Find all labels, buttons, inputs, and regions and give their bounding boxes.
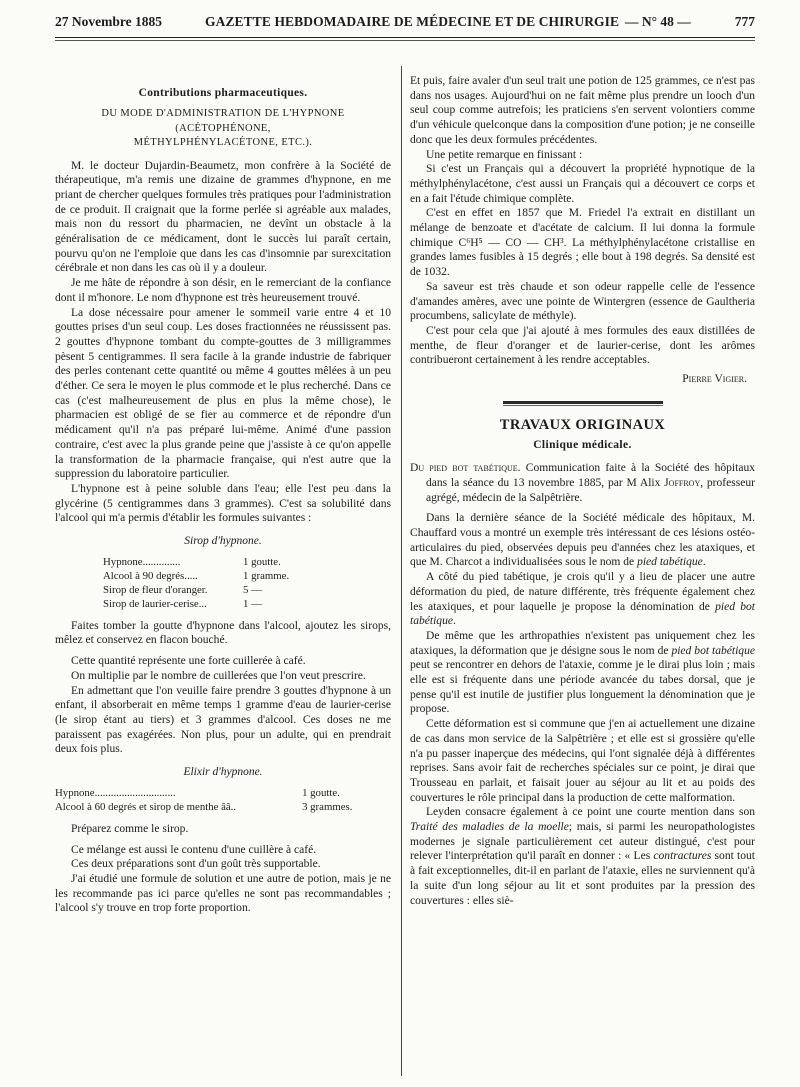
text: Leyden consacre également à ce point une courte mention dans son [426,806,755,819]
ingredient-name: Hypnone.............. [103,555,181,568]
text: . [452,615,456,628]
italic-term: pied bot tabétique [671,644,755,657]
text: . [702,556,706,569]
paragraph: M. le docteur Dujardin-Beaumetz, mon confrère à la Société de thérapeutique, m'a remis une dizaine de grammes d'hypnone, en me priant de chercher quelques formules très pratiques pour l'administration de ce produit. Il craignait que la forme perlée si agréable aux malades, mais non du ressort du pharmacien, ne devînt un obstacle à la généralisation de ce médicament, dont le succès lui paraît certain, pourvu qu'on ne l'emploie que dans les cas d'insomnie par surexcitation cérébrale et non dans les cas où il y a douleur. [55,159,391,275]
italic-term: pied bot tabétique [410,600,755,628]
formula-title-sirop: Sirop d'hypnone. [184,535,262,548]
running-header [55,12,755,34]
italic-title: Traité des maladies de la moelle [410,821,569,834]
text: peut se rencontrer en dehors de l'ataxie, comme je le dirai plus loin ; mais elle est si fréquente dans une période avancée du tabes dorsal, que je pense qu'il est inutile de justifier plus longuement la dénomination que je propose. [410,659,755,716]
article-subtitle-line-1: DU MODE D'ADMINISTRATION DE L'HYPNONE (ACÉTOPHÉNONE, [101,108,345,134]
formula-row [55,800,391,814]
italic-term: pied tabétique [637,556,703,569]
formula-elixir [55,786,391,814]
ingredient-quantity: 1 gramme. [243,569,290,582]
text: sont tout à fait exceptionnelles, dit-il en parlant de l'ataxie, elles ne surviennent qu'à la suite d'un long séjour au lit et sont produites par la pression des couvertures : elles siè- [410,850,755,907]
ingredient-name: Alcool à 60 degrés et sirop de menthe ââ.. [55,800,237,813]
paragraph: Préparez comme le sirop. [71,822,189,835]
paragraph: Une petite remarque en finissant : [426,148,583,161]
article-title: Du pied bot tabétique. [410,462,521,475]
paragraph [410,570,755,629]
paragraph: C'est pour cela que j'ai ajouté à mes formules des eaux distillées de menthe, de fleur d'oranger et de laurier-cerise, dont les arômes contribueront certainement à les rendre acceptables. [410,324,755,367]
formula-row [103,555,391,569]
header-issue-number: — N° 48 — [625,14,691,29]
paragraph: Et puis, faire avaler d'un seul trait une potion de 125 grammes, ce n'est pas dans nos usages. Aujourd'hui on ne fait même plus prendre un looch d'un seul coup comme autrefois; les praticiens s'en servent volontiers comme d'un véhicule quelconque dans la composition d'une potion; je ne conseille donc que les deux formules précédentes. [410,75,755,146]
ingredient-name: Alcool à 90 degrés..... [103,569,198,582]
section-subtitle-clinique: Clinique médicale. [533,439,632,452]
ingredient-quantity: 1 goutte. [243,555,281,568]
article-lead-text: Communication faite à la Société des hôpitaux dans la séance du 13 novembre 1885, par M Alix [426,462,755,489]
section-separator-rule [503,401,663,406]
ingredient-name: Sirop de laurier-cerise... [103,597,207,610]
formula-row [55,786,391,800]
section-title-contributions: Contributions pharmaceutiques. [138,87,308,99]
formula-row [103,597,391,611]
header-journal-title: GAZETTE HEBDOMADAIRE DE MÉDECINE ET DE CHIRURGIE [205,14,620,29]
paragraph: Faites tomber la goutte d'hypnone dans l'alcool, ajoutez les sirops, mêlez et conservez en flacon bouché. [55,619,391,647]
text: Dans la dernière séance de la Société médicale des hôpitaux, M. Chauffard vous a montré un exemple très intéressant de ces lésions ostéo-articulaires du pied, observées depuis peu d'années chez les ataxiques, et que M. Charcot a individualisées sous le nom de [410,512,755,569]
article-lead-end: , professeur agrégé, médecin de la Salpêtrière. [426,476,755,504]
text: De même que les arthropathies n'existent pas uniquement chez les ataxiques, la déformation que je désigne sous le nom de [410,629,755,657]
text: ; mais, si parmi les neuropathologistes modernes je signale particulièrement cet auteur distingué, c'est pour relever l'interprétation qu'il paraît en donner : « Les [410,821,755,863]
article-subtitle-line-2: MÉTHYLPHÉNYLACÉTONE, ETC.). [133,137,313,148]
column-divider [401,66,402,1076]
ingredient-name: Sirop de fleur d'oranger. [103,583,208,596]
formula-sirop [103,555,391,611]
paragraph: La dose nécessaire pour amener le sommeil varie entre 4 et 10 gouttes prises d'un seul coup. Les doses fractionnées ne réussissent pas. 2 gouttes d'hypnone tombant du compte-gouttes de 3 milligrammes pèsent 5 centigrammes. Il sera facile à la grande industrie de fabriquer des perles contenant cette quantité ou même 4 gouttes mêlées à un peu d'éther. Ce sera le moyen le plus commode et le plus recherché. Dans ce cas (c'est malheureusement de plus en plus la même chose), le pharmacien est obligé de se fier au commerce et de répondre d'un médicament qu'il n'a pas préparé lui-même. Animé d'une passion contraire, c'est avec la plus grande peine que j'assiste à ce qu'on appelle la transformation de la pharmacie française, qui n'est autre que la suppression du laboratoire particulier. [55,306,391,481]
left-column [55,107,391,916]
paragraph: C'est en effet en 1857 que M. Friedel l'a extrait en distillant un mélange de benzoate et d'acétate de calcium. Il lui donna la formule chimique C⁶H⁵ — CO — CH³. La méthylphénylacétone cristallise en grandes lames fusibles à 15 degrés ; elle bout à 198 degrés. Sa densité est de 1032. [410,207,755,279]
paragraph [410,805,755,908]
paragraph: Ces deux préparations sont d'un goût très supportable. [71,858,321,871]
signature-text: Pierre Vigier. [682,373,747,386]
article-author: Joffroy [664,476,701,489]
ingredient-quantity: 3 grammes. [302,800,353,813]
paragraph: J'ai étudié une formule de solution et une autre de potion, mais je ne les recommande pas ici parce qu'elles ne sont pas recommandables ; l'alcool s'y trouve en trop forte proportion. [55,872,391,915]
author-signature [410,372,755,387]
ingredient-quantity: 1 goutte. [302,786,340,799]
header-rule [55,37,755,38]
ingredient-quantity: 1 — [243,597,262,610]
article-lead [410,461,755,505]
ingredient-quantity: 5 — [243,583,262,596]
formula-row [103,569,391,583]
formula-row [103,583,391,597]
paragraph: Ce mélange est aussi le contenu d'une cuillère à café. [71,843,317,856]
paragraph: Cette quantité représente une forte cuillerée à café. [71,655,306,668]
paragraph: Je me hâte de répondre à son désir, en le remerciant de la confiance dont il m'honore. Le nom d'hypnone est très heureusement trouvé. [55,277,391,304]
header-rule-secondary [55,40,755,41]
paragraph: Si c'est un Français qui a découvert la propriété hypnotique de la méthylphénylacétone, c'est aussi un Français qui a découvert ce corps et en a fait l'étude chimique complète. [410,163,755,205]
paragraph: En admettant que l'on veuille faire prendre 3 gouttes d'hypnone à un enfant, il absorberait en même temps 1 gramme d'eau de laurier-cerise (le sirop étant au tiers) et 3 grammes d'alcool. Ces doses ne me paraissent pas exagérées. Non plus, pour un adulte, qui en prendrait deux fois plus. [55,684,391,756]
header-date: 27 Novembre 1885 [55,14,162,29]
paragraph: Sa saveur est très chaude et son odeur rappelle celle de l'essence d'amandes amères, avec une pointe de Wintergren (essence de Gaultheria procumbens, salicylate de méthyle). [410,280,755,323]
ingredient-name: Hypnone.............................. [55,786,176,799]
paragraph: L'hypnone est à peine soluble dans l'eau; elle l'est peu dans la glycérine (5 centigrammes dans 3 grammes). C'est sa solubilité dans l'alcool qui m'a permis d'établir les formules suivantes : [55,482,391,525]
section-title-travaux: TRAVAUX ORIGINAUX [499,416,666,433]
paragraph: Cette déformation est si commune que j'en ai actuellement une dizaine de cas dans mon service de la Salpêtrière ; et elle est si grossière qu'elle n'a pu passer inaperçue des médecins, qui l'ont signalée déjà à différentes reprises. Sans avoir fait de recherches spéciales sur ce point, je dirai que Trousseau en parlait, et faisait jouer au séjour au lit et au poids des couvertures le rôle principal dans la production de cette malformation. [410,718,755,804]
formula-title-elixir: Elixir d'hypnone. [183,766,263,779]
paragraph: On multiplie par le nombre de cuillerées que l'on veut prescrire. [71,669,366,682]
right-column [410,74,755,908]
paragraph [410,629,755,717]
text: A côté du pied tabétique, je crois qu'il y a lieu de placer une autre déformation du pied, de nature différente, très fréquente également chez les ataxiques, et pour laquelle je propose la dénomination de [410,571,755,613]
header-page-number: 777 [734,14,755,29]
italic-term: contractures [653,850,712,863]
paragraph [410,511,755,570]
article-subtitle [55,107,391,151]
